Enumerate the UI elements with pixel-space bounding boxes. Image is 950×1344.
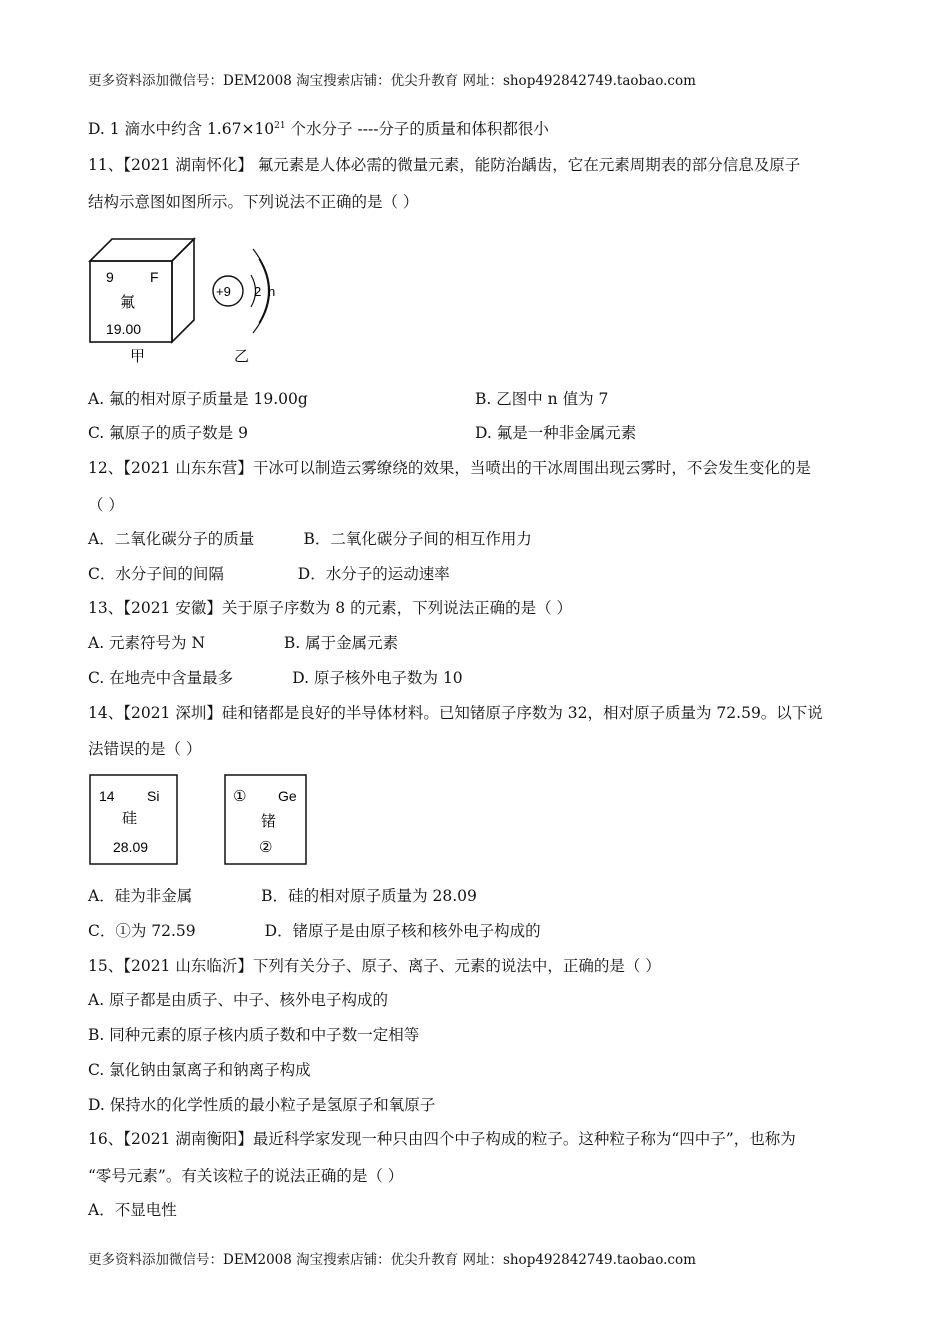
q12-options-cd: C．水分子间的间隔 D．水分子的运动速率 (88, 565, 450, 583)
shell1-electron-count: 2 (254, 284, 262, 299)
q13-stem: 13、【2021 安徽】关于原子序数为 8 的元素，下列说法正确的是（ ） (88, 599, 572, 617)
q11-stem-line2: 结构示意图如图所示。下列说法不正确的是（ ） (88, 193, 419, 211)
silicon-element-cell-figure (89, 774, 179, 868)
q15-option-c: C. 氯化钠由氯离子和钠离子构成 (88, 1061, 311, 1079)
q15-option-d: D. 保持水的化学性质的最小粒子是氢原子和氧原子 (88, 1096, 436, 1114)
q14-options-cd: C．①为 72.59 D．锗原子是由原子核和核外电子构成的 (88, 922, 541, 940)
q16-option-a: A．不显电性 (88, 1201, 177, 1219)
q13-options-ab: A. 元素符号为 N B. 属于金属元素 (88, 634, 399, 652)
fluorine-atom-structure-figure (206, 244, 288, 366)
fluorine-name: 氟 (120, 293, 136, 311)
q12-options-ab: A．二氧化碳分子的质量 B．二氧化碳分子间的相互作用力 (88, 530, 532, 548)
q14-options-ab: A．硅为非金属 B．硅的相对原子质量为 28.09 (88, 887, 477, 905)
q12-stem-line2: （ ） (88, 496, 124, 514)
q11-option-c: C. 氟原子的质子数是 9 (88, 424, 248, 442)
germanium-name: 锗 (261, 812, 277, 830)
silicon-atomic-number: 14 (99, 788, 115, 804)
q10-option-d (88, 117, 549, 139)
q13-options-cd: C. 在地壳中含量最多 D. 原子核外电子数为 10 (88, 669, 463, 687)
germanium-atomic-number-blank: ① (233, 787, 247, 805)
q14-stem-line2: 法错误的是（ ） (88, 740, 202, 758)
q11-option-b: B. 乙图中 n 值为 7 (475, 390, 609, 408)
q15-stem: 15、【2021 山东临沂】下列有关分子、原子、离子、元素的说法中，正确的是（ ） (88, 957, 661, 975)
fluorine-symbol: F (150, 269, 159, 285)
nucleus-charge: +9 (216, 284, 231, 299)
q15-option-a: A. 原子都是由质子、中子、核外电子构成的 (88, 991, 389, 1009)
q10-option-d-tail: 个水分子 ----分子的质量和体积都很小 (285, 120, 549, 138)
figure-label-yi: 乙 (234, 347, 250, 365)
germanium-mass-blank: ② (259, 838, 273, 856)
silicon-name: 硅 (122, 809, 138, 827)
q11-option-d: D. 氟是一种非金属元素 (475, 424, 637, 442)
fluorine-atomic-number: 9 (106, 269, 114, 285)
q14-stem-line1: 14、【2021 深圳】硅和锗都是良好的半导体材料。已知锗原子序数为 32，相对原子质量为 72.59。以下说 (88, 704, 823, 722)
q12-stem-line1: 12、【2021 山东东营】干冰可以制造云雾缭绕的效果，当喷出的干冰周围出现云雾时，不会发生变化的是 (88, 459, 811, 477)
q16-stem-line1: 16、【2021 湖南衡阳】最近科学家发现一种只由四个中子构成的粒子。这种粒子称为“四中子”，也称为 (88, 1130, 796, 1148)
page-header: 更多资料添加微信号：DEM2008 淘宝搜索店铺：优尖升教育 网址：shop492842749.taobao.com (88, 73, 696, 89)
cube-side-face (172, 239, 194, 342)
germanium-element-cell-figure (224, 774, 310, 868)
fluorine-mass: 19.00 (106, 321, 142, 337)
q16-stem-line2: “零号元素”。有关该粒子的说法正确的是（ ） (88, 1167, 404, 1185)
cube-top-face (90, 239, 194, 261)
fluorine-element-cube-figure (86, 234, 204, 366)
silicon-mass: 28.09 (113, 839, 149, 855)
q10-option-d-exponent: 21 (274, 120, 286, 131)
q11-stem-line1: 11、【2021 湖南怀化】 氟元素是人体必需的微量元素，能防治龋齿，它在元素周期表的部分信息及原子 (88, 156, 801, 174)
page-footer: 更多资料添加微信号：DEM2008 淘宝搜索店铺：优尖升教育 网址：shop492842749.taobao.com (88, 1252, 696, 1268)
q15-option-b: B. 同种元素的原子核内质子数和中子数一定相等 (88, 1026, 420, 1044)
q11-option-a: A. 氟的相对原子质量是 19.00g (88, 390, 308, 408)
q10-option-d-text: D. 1 滴水中约含 1.67×10 (88, 120, 275, 138)
silicon-symbol: Si (147, 788, 160, 804)
shell2-electron-count: n (268, 284, 276, 299)
figure-label-jia: 甲 (130, 347, 146, 365)
germanium-symbol: Ge (278, 788, 297, 804)
